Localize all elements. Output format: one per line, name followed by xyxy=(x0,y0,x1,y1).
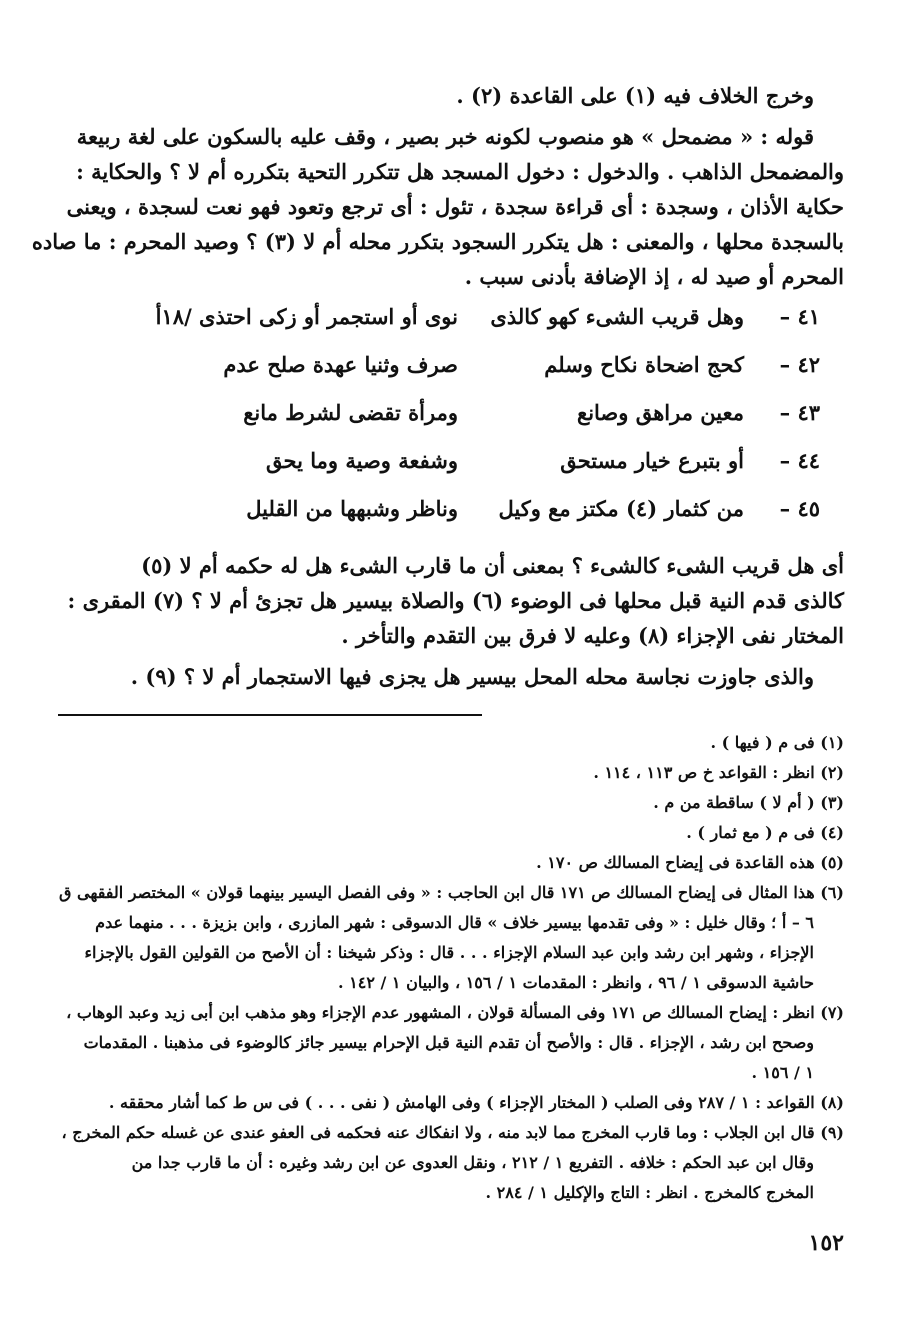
footnote-7-line: ١ / ١٥٦ . xyxy=(751,1063,814,1082)
footnote-7: (٧) انظر : إيضاح المسالك ص ١٧١ وفى المسألة قولان ، المشهور عدم الإجزاء وهو مذهب ابن أبى زيد وعبد الوهاب ، xyxy=(66,1003,844,1022)
footnote-6-line: ٦ – أ ؛ وقال خليل : « وفى تقدمها بيسير خلاف » قال الدسوقى : شهر المازرى ، وابن بزيزة . . . منهما عدم xyxy=(95,913,814,932)
verse-second-hemistich: نوى أو استجمر أو زكى احتذى /١٨أ xyxy=(155,304,458,329)
verse-45 xyxy=(58,496,844,544)
footnote-5: (٥) هذه القاعدة فى إيضاح المسالك ص ١٧٠ . xyxy=(536,853,844,872)
book-page xyxy=(31,78,844,1256)
footnotes xyxy=(58,728,844,1208)
verse-number: ٤٤ – xyxy=(779,448,820,473)
verse-first-hemistich: وهل قريب الشىء كهو كالذى xyxy=(490,304,744,329)
paragraph-last: والذى جاوزت نجاسة محله المحل بيسير هل يجزى فيها الاستجمار أم لا ؟ (٩) . xyxy=(130,664,814,689)
footnote-6: (٦) هذا المثال فى إيضاح المسالك ص ١٧١ قال ابن الحاجب : « وفى الفصل اليسير بينهما قولان » المختصر الفقهى ق xyxy=(59,883,844,902)
footnote-1: (١) فى م ( فيها ) . xyxy=(710,733,844,752)
footnote-7-line: وصحح ابن رشد ، الإجزاء . قال : والأصح أن تقدم النية قبل الإحرام بيسير جائز كالوضوء فى مذهبنا . المقدمات xyxy=(83,1033,814,1052)
footnote-2: (٢) انظر : القواعد خ ص ١١٣ ، ١١٤ . xyxy=(593,763,844,782)
verse-41 xyxy=(58,304,844,352)
paragraph-line: أى هل قريب الشىء كالشىء ؟ بمعنى أن ما قارب الشىء هل له حكمه أم لا (٥) xyxy=(141,553,844,578)
verse-first-hemistich: معين مراهق وصانع xyxy=(577,400,744,425)
footnote-9-line: المخرج كالمخرج . انظر : التاج والإكليل ١ / ٢٨٤ . xyxy=(485,1183,814,1202)
paragraph-1: وخرج الخلاف فيه (١) على القاعدة (٢) . xyxy=(456,83,814,108)
verse-number: ٤٣ – xyxy=(779,400,820,425)
verse-second-hemistich: صرف وثنيا عهدة صلح عدم xyxy=(223,352,458,377)
verse-number: ٤٥ – xyxy=(779,496,820,521)
footnote-4: (٤) فى م ( مع ثمار ) . xyxy=(686,823,844,842)
paragraph-commentary xyxy=(31,119,844,294)
paragraph-line: قوله : « مضمحل » هو منصوب لكونه خبر بصير ، وقف عليه بالسكون على لغة ربيعة xyxy=(76,124,814,149)
paragraph-line: كالذى قدم النية قبل محلها فى الوضوء (٦) والصلاة بيسير هل تجزئ أم لا ؟ (٧) المقرى : xyxy=(67,588,844,613)
verse-number: ٤٢ – xyxy=(779,352,820,377)
verse-43 xyxy=(58,400,844,448)
verse-44 xyxy=(58,448,844,496)
footnote-8: (٨) القواعد : ١ / ٢٨٧ وفى الصلب ( المختار الإجزاء ) وفى الهامش ( نفى . . . ) فى س ط كما أشار محققه . xyxy=(108,1093,844,1112)
paragraph-line: حكاية الأذان ، وسجدة : أى قراءة سجدة ، تئول : أى ترجع وتعود فهو نعت لسجدة ، ويعنى xyxy=(66,194,844,219)
paragraph-line: المختار نفى الإجزاء (٨) وعليه لا فرق بين التقدم والتأخر . xyxy=(341,623,844,648)
verse-number: ٤١ – xyxy=(779,304,820,329)
verse-second-hemistich: وناظر وشبهها من القليل xyxy=(246,496,458,521)
footnote-9-line: وقال ابن عبد الحكم : خلافه . التفريع ١ / ٢١٢ ، ونقل العدوى عن ابن رشد وغيره : أن ما قارب جدا من xyxy=(131,1153,814,1172)
poem-verses xyxy=(58,304,844,544)
verse-first-hemistich: كحج اضحاة نكاح وسلم xyxy=(544,352,744,377)
footnote-9: (٩) قال ابن الجلاب : وما قارب المخرج مما لابد منه ، ولا انفكاك عنه فحكمه فى العفو عندى عن غسله حكم المخرج ، xyxy=(61,1123,844,1142)
paragraph-line: والمضمحل الذاهب . والدخول : دخول المسجد هل تتكرر التحية بتكرره أم لا ؟ والحكاية : xyxy=(76,159,844,184)
paragraph-line: المحرم أو صيد له ، إذ الإضافة بأدنى سبب . xyxy=(464,264,844,289)
footnote-separator xyxy=(58,714,482,716)
verse-42 xyxy=(58,352,844,400)
page-number: ١٥٢ xyxy=(808,1230,844,1256)
verse-second-hemistich: ومرأة تقضى لشرط مانع xyxy=(243,400,458,425)
verse-first-hemistich: أو بتبرع خيار مستحق xyxy=(560,448,744,473)
footnote-6-line: الإجزاء ، وشهر ابن رشد وابن عبد السلام الإجزاء . . . قال : وذكر شيخنا : أن الأصح من القولين القول بالإجزاء xyxy=(84,943,814,962)
footnote-3: (٣) ( أم لا ) ساقطة من م . xyxy=(653,793,844,812)
verse-first-hemistich: من كثمار (٤) مكتز مع وكيل xyxy=(498,496,744,521)
footnote-6-line: حاشية الدسوقى ١ / ٩٦ ، وانظر : المقدمات ١ / ١٥٦ ، والبيان ١ / ١٤٢ . xyxy=(338,973,814,992)
paragraph-explanation xyxy=(58,548,844,653)
verse-second-hemistich: وشفعة وصية وما يحق xyxy=(266,448,458,473)
paragraph-line: بالسجدة محلها ، والمعنى : هل يتكرر السجود بتكرر محله أم لا (٣) ؟ وصيد المحرم : ما صاده xyxy=(31,229,844,254)
